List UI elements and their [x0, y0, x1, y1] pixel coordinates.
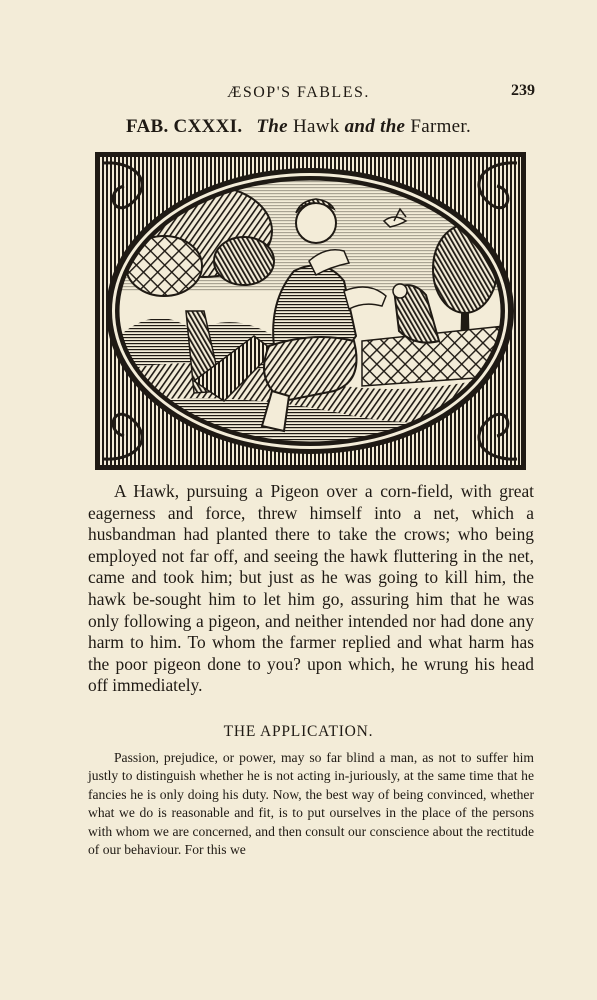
title-word-farmer: Farmer. — [405, 116, 472, 137]
fable-number: FAB. CXXXI. — [125, 116, 243, 137]
title-word-the: The — [256, 116, 288, 137]
fable-body — [88, 481, 534, 697]
woodcut-engraving-icon — [94, 151, 527, 471]
application-heading: THE APPLICATION. — [223, 723, 374, 740]
title-word-the-second: the — [375, 116, 406, 137]
application-paragraph: Passion, prejudice, or power, may so far blind a man, as not to suffer him justly to distinguish whether he is not acting in-juriously, at the same time that he fancies he is only doing his duty. Now, the best way of being convinced, whether what we do is reasonable and fit, is to put ourselves in the place of the persons with whom we are concerned, and then consult our conscience about the rectitude of our behaviour. For this we — [88, 750, 534, 858]
fable-paragraph: A Hawk, pursuing a Pigeon over a corn-field, with great eagerness and force, threw himself into a net, which a husbandman had planted there to take the crows; who being employed not far off, and seeing the hawk fluttering in the net, came and took him; but just as he was going to kill him, the hawk be-sought him to let him go, assuring him that he was only following a pigeon, and neither intended nor had done any harm to him. To whom the farmer replied and what harm has the poor pigeon done to you? upon which, he wrung his head off immediately. — [88, 481, 534, 696]
fable-title — [0, 116, 597, 138]
application-body — [88, 749, 534, 859]
running-head: ÆSOP'S FABLES. — [227, 84, 370, 101]
title-word-and: and — [344, 116, 376, 137]
page-number: 239 — [511, 82, 535, 99]
page-header — [0, 84, 597, 106]
title-word-hawk: Hawk — [287, 116, 345, 137]
